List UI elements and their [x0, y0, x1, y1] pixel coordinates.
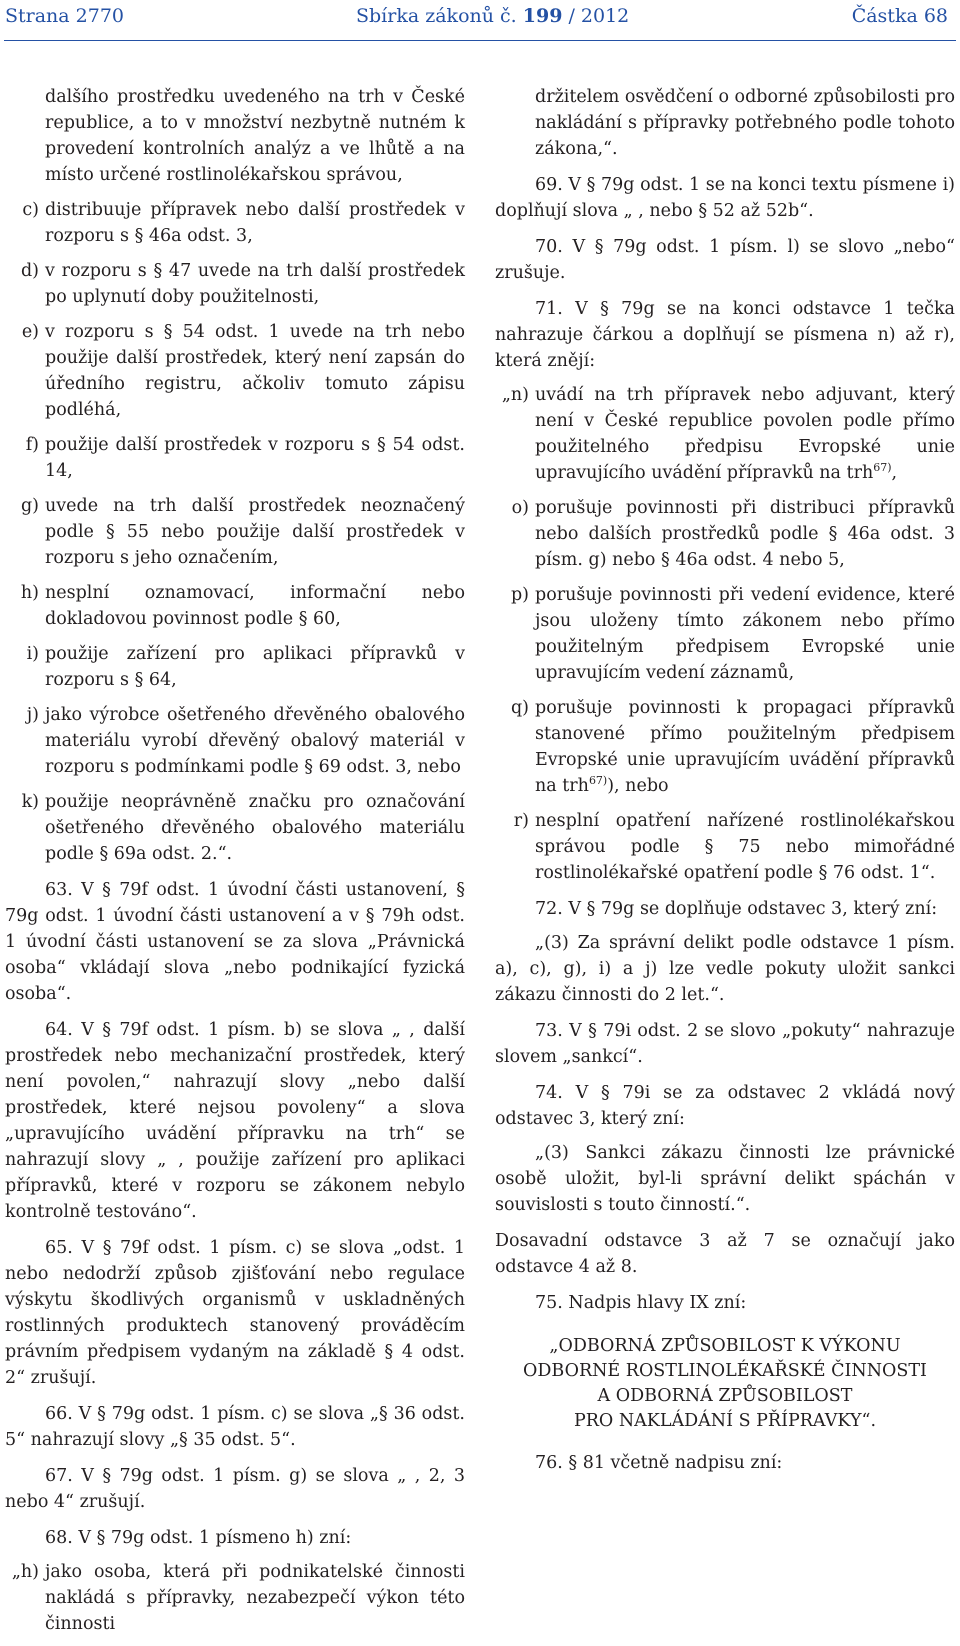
amendment-74: 74. V § 79i se za odstavec 2 vkládá nový odstavec 3, který zní:: [495, 1083, 955, 1129]
list-text: nesplní oznamovací, informační nebo dokladovou povinnost podle § 60,: [45, 583, 465, 629]
part-number: Částka 68: [851, 5, 948, 27]
list-text: [535, 382, 955, 486]
list-text: použije neoprávněně značku pro označování ošetřeného dřevěného obalového materiálu podle § 69a odst. 2.“.: [45, 792, 465, 864]
amendment-72: 72. V § 79g se doplňuje odstavec 3, který zní:: [535, 899, 938, 919]
list-text: uvede na trh další prostředek neoznačený podle § 55 nebo použije další prostředek v rozporu s jeho označením,: [45, 496, 465, 568]
list-label: j): [26, 705, 39, 725]
list-text: nesplní opatření nařízené rostlinolékařskou správou podle § 75 nebo mimořádné rostlinolékařské opatření podle § 76 odst. 1“.: [535, 811, 955, 883]
list-text: držitelem osvědčení o odborné způsobilosti pro nakládání s přípravky potřebného podle tohoto zákona,“.: [535, 87, 955, 159]
amendment-66: 66. V § 79g odst. 1 písm. c) se slova „§ 36 odst. 5“ nahrazují slovy „§ 35 odst. 5“.: [5, 1404, 465, 1450]
list-text: v rozporu s § 54 odst. 1 uvede na trh nebo použije další prostředek, který není zapsán do úředního registru, ačkoliv tomuto zápisu podléhá,: [45, 322, 465, 420]
amendment-71: 71. V § 79g se na konci odstavce 1 tečka nahrazuje čárkou a doplňují se písmena n) až r), která znějí:: [495, 299, 955, 371]
list-item: [495, 695, 955, 799]
list-label: h): [20, 583, 39, 603]
amendment-67: 67. V § 79g odst. 1 písm. g) se slova „ , 2, 3 nebo 4“ zrušují.: [5, 1466, 465, 1512]
amendment-65: 65. V § 79f odst. 1 písm. c) se slova „odst. 1 nebo nedodrží způsob zjišťování nebo regulace výskytu škodlivých organismů v uskladněných rostlinných produktech stanovený prováděcím právním předpisem vydaným na základě § 4 odst. 2“ zrušují.: [5, 1238, 465, 1388]
list-label: „n): [501, 385, 529, 405]
list-item: [495, 84, 955, 162]
amendment-73: 73. V § 79i odst. 2 se slovo „pokuty“ nahrazuje slovem „sankcí“.: [495, 1021, 955, 1067]
list-item: [5, 258, 465, 310]
renumbering-note: Dosavadní odstavce 3 až 7 se označují jako odstavce 4 až 8.: [495, 1231, 955, 1277]
chapter-title: [495, 1334, 955, 1434]
list-label: d): [20, 261, 39, 281]
amendment-63: 63. V § 79f odst. 1 úvodní části ustanovení, § 79g odst. 1 úvodní části ustanovení a v § 79h odst. 1 úvodní části ustanovení se za slova „Právnická osoba“ vkládají slova „nebo podnikající fyzická osoba“.: [5, 880, 465, 1004]
chapter-title-line: „ODBORNÁ ZPŮSOBILOST K VÝKONU: [549, 1336, 901, 1356]
list-item: [5, 1559, 465, 1637]
list-item: [5, 319, 465, 423]
amendment-75: 75. Nadpis hlavy IX zní:: [535, 1293, 747, 1313]
list-item: [5, 702, 465, 780]
amendment-70: 70. V § 79g odst. 1 písm. l) se slovo „nebo“ zrušuje.: [495, 237, 955, 283]
footnote-ref: 67): [873, 461, 892, 475]
amendment-76: 76. § 81 včetně nadpisu zní:: [535, 1453, 783, 1473]
list-label: g): [20, 496, 39, 516]
list-text: jako výrobce ošetřeného dřevěného obalového materiálu vyrobí dřevěný obalový materiál v rozporu s podmínkami podle § 69 odst. 3, nebo: [45, 705, 465, 777]
list-label: c): [22, 200, 39, 220]
list-text-main: porušuje povinnosti k propagaci přípravků stanovené přímo použitelným předpisem Evropské unie upravujícím uvádění přípravků na trh: [535, 698, 955, 796]
list-item: [5, 84, 465, 188]
footnote-ref: 67): [588, 774, 608, 788]
list-label: e): [21, 322, 39, 342]
list-item: [5, 641, 465, 693]
chapter-title-line: A ODBORNÁ ZPŮSOBILOST: [597, 1386, 853, 1406]
list-item: [5, 493, 465, 571]
list-text: v rozporu s § 47 uvede na trh další prostředek po uplynutí doby použitelnosti,: [45, 261, 465, 307]
list-item: [5, 432, 465, 484]
chapter-title-line: PRO NAKLÁDÁNÍ S PŘÍPRAVKY“.: [573, 1411, 877, 1431]
list-label: k): [21, 792, 39, 812]
list-label: o): [511, 498, 529, 518]
list-item: [5, 789, 465, 867]
left-column: [5, 84, 465, 1646]
list-label: i): [26, 644, 39, 664]
list-text: jako osoba, která při podnikatelské činnosti nakládá s přípravky, nezabezpečí výkon této činnosti: [45, 1562, 465, 1634]
list-item: [5, 197, 465, 249]
list-item: [5, 580, 465, 632]
list-label: f): [25, 435, 39, 455]
header-divider: [4, 40, 956, 41]
quoted-paragraph: „(3) Sankci zákazu činnosti lze právnické osobě uložit, byl-li správní delikt spáchán v souvislosti s touto činností.“.: [495, 1143, 955, 1215]
page-number: Strana 2770: [5, 5, 125, 27]
amendment-68: 68. V § 79g odst. 1 písmeno h) zní:: [45, 1528, 352, 1548]
list-item: [495, 808, 955, 886]
amendment-69: 69. V § 79g odst. 1 se na konci textu písmene i) doplňují slova „ , nebo § 52 až 52b“.: [495, 175, 955, 221]
law-year: / 2012: [568, 5, 630, 27]
law-number: 199: [522, 5, 563, 27]
list-item: [495, 582, 955, 686]
list-label: p): [510, 585, 529, 605]
list-text: dalšího prostředku uvedeného na trh v České republice, a to v množství nezbytně nutném k provedení kontrolních analýz a ve lhůtě a na místo určené rostlinolékařskou správou,: [45, 87, 465, 185]
list-text-main: uvádí na trh přípravek nebo adjuvant, který není v České republice povolen podle přímo použitelného předpisu Evropské unie upravujícího uvádění přípravků na trh: [535, 385, 955, 483]
list-item: [495, 495, 955, 573]
quoted-paragraph: „(3) Za správní delikt podle odstavce 1 písm. a), c), g), i) a j) lze vedle pokuty uložit sankci zákazu činnosti do 2 let.“.: [495, 933, 955, 1005]
collection-prefix: Sbírka zákonů č.: [356, 5, 517, 27]
collection-title: [356, 5, 629, 27]
amendment-64: 64. V § 79f odst. 1 písm. b) se slova „ , další prostředek nebo mechanizační prostředek, který není povolen,“ nahrazují slovy „nebo další prostředek, které nejsou povoleny“ a slova „upravujícího uvádění přípravku na trh“ se nahrazují slovy „ , použije zařízení pro aplikaci přípravků, které v rozporu se zákonem nebylo kontrolně testováno“.: [5, 1020, 465, 1222]
list-text: použije zařízení pro aplikaci přípravků v rozporu s § 64,: [45, 644, 465, 690]
list-text: [535, 695, 955, 799]
list-item: [495, 382, 955, 486]
list-text-tail: ), nebo: [607, 776, 669, 796]
list-label: q): [510, 698, 529, 718]
chapter-title-line: ODBORNÉ ROSTLINOLÉKAŘSKÉ ČINNOSTI: [523, 1361, 927, 1381]
list-text: použije další prostředek v rozporu s § 54 odst. 14,: [45, 435, 465, 481]
list-text: porušuje povinnosti při vedení evidence, které jsou uloženy tímto zákonem nebo přímo použitelným předpisem Evropské unie upravujícím vedení záznamů,: [535, 585, 955, 683]
list-text: distribuuje přípravek nebo další prostředek v rozporu s § 46a odst. 3,: [45, 200, 465, 246]
list-label: r): [513, 811, 529, 831]
right-column: [495, 84, 955, 1484]
list-label: „h): [11, 1562, 39, 1582]
list-text-tail: ,: [891, 463, 898, 483]
list-text: porušuje povinnosti při distribuci přípravků nebo dalších prostředků podle § 46a odst. 3 písm. g) nebo § 46a odst. 4 nebo 5,: [535, 498, 955, 570]
